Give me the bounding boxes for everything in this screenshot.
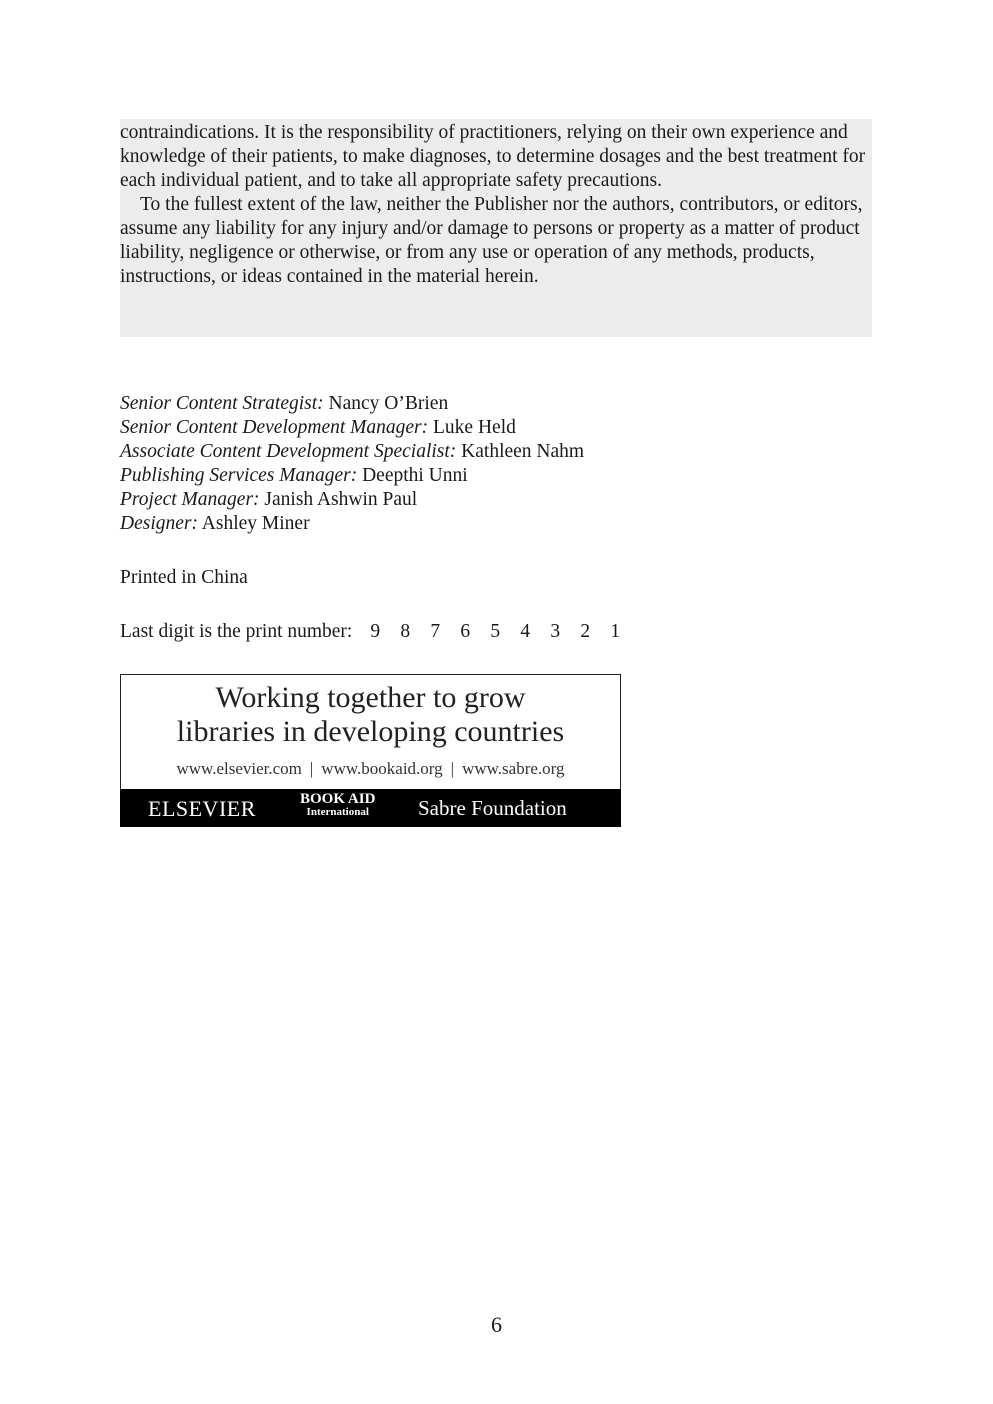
print-digit: 9 [370,621,381,642]
print-digit: 4 [520,621,531,642]
url-sabre: www.sabre.org [462,759,565,778]
page-number: 6 [491,1312,502,1337]
url-separator: | [450,759,455,778]
print-digit: 5 [490,621,501,642]
print-number-label: Last digit is the print number: [120,621,353,642]
credit-name: Deepthi Unni [362,465,468,486]
disclaimer-paragraph-2: To the fullest extent of the law, neither the Publisher nor the authors, contributors, or editors, assume any liability for any injury and/or damage to persons or property as a matter of product liability, negligence or otherwise, or from any use or operation of any methods, products, instructions, or ideas contained in the material herein. [120,194,863,287]
credit-role: Project Manager: [120,489,260,510]
print-digit: 3 [550,621,561,642]
book-aid-logo-sub: International [306,806,369,818]
credit-name: Janish Ashwin Paul [264,489,418,510]
credit-line [120,416,584,440]
credit-role: Associate Content Development Specialist: [120,441,457,462]
book-aid-banner [120,674,621,827]
banner-logo-bar [120,789,621,827]
credit-line [120,440,584,464]
credits-list [120,392,584,536]
credit-line [120,392,584,416]
print-digit: 1 [610,621,621,642]
print-digit: 7 [430,621,441,642]
credit-name: Kathleen Nahm [461,441,585,462]
credit-role: Designer: [120,513,198,534]
print-digits [370,620,640,644]
sabre-foundation-logo: Sabre Foundation [418,796,567,820]
credit-name: Ashley Miner [201,513,310,534]
credit-line [120,488,584,512]
print-digit: 2 [580,621,591,642]
print-number-line [120,620,640,644]
disclaimer-paragraph-1: contraindications. It is the responsibility of practitioners, relying on their own experience and knowledge of their patients, to make diagnoses, to determine dosages and the best treatment for each individual patient, and to take all appropriate safety precautions. [120,122,866,191]
banner-tagline [121,681,620,749]
print-digit: 8 [400,621,411,642]
credit-role: Publishing Services Manager: [120,465,358,486]
url-elsevier: www.elsevier.com [176,759,302,778]
url-separator: | [309,759,314,778]
credit-name: Nancy O’Brien [328,393,449,414]
banner-tagline-line1: Working together to grow [215,681,526,714]
url-bookaid: www.bookaid.org [321,759,443,778]
printed-in: Printed in China [120,567,248,588]
banner-tagline-line2: libraries in developing countries [176,715,565,748]
credit-role: Senior Content Development Manager: [120,417,429,438]
book-aid-logo-main: BOOK AID [300,791,376,807]
book-aid-logo [300,793,375,819]
credit-name: Luke Held [433,417,516,438]
credit-role: Senior Content Strategist: [120,393,324,414]
elsevier-logo: ELSEVIER [148,796,256,821]
banner-urls [121,759,620,779]
credit-line [120,512,584,536]
print-digit: 6 [460,621,471,642]
disclaimer-block [120,119,872,337]
credit-line [120,464,584,488]
